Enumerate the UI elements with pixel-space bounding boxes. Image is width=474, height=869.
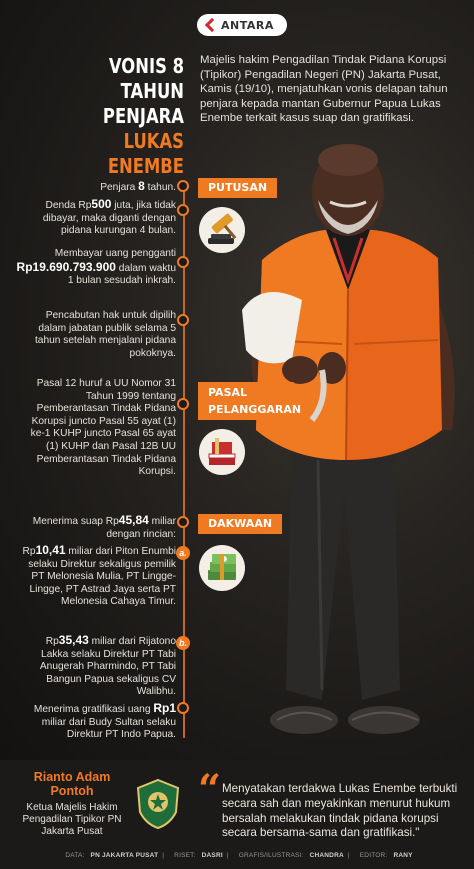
section-pasal-line-1: PASAL: [208, 386, 248, 399]
pasal-text: Pasal 12 huruf a UU Nomor 31 Tahun 1999 tentang Pemberantasan Tindak Pidana Korupsi juncto Pasal 55 ayat (1) ke-1 KUHP juncto Pasal 65 ayat (1) KUHP dan Pasal 12B UU Pemberantasan Tindak Pidana Korupsi.: [30, 378, 176, 478]
section-putusan: PUTUSAN: [198, 178, 277, 198]
credit-data-label: DATA:: [65, 852, 85, 859]
dakwaan-item-1-value: 45,84: [118, 513, 149, 527]
timeline-dot: [177, 256, 189, 268]
dakwaan-item-b: [16, 634, 176, 699]
gavel-icon: [198, 206, 246, 254]
judge-role: Ketua Majelis Hakim Pengadilan Tipikor PN Jakarta Pusat: [22, 802, 122, 837]
putusan-item-1-suffix: tahun.: [144, 182, 176, 193]
law-book-icon: [198, 428, 246, 476]
putusan-item-2-value: 500: [91, 197, 112, 211]
timeline-letter-b: b.: [176, 636, 190, 650]
dakwaan-item-a-value: 10,41: [35, 543, 66, 557]
putusan-item-1-value: 8: [138, 179, 145, 193]
timeline-line: [183, 186, 185, 738]
dakwaan-item-b-value: 35,43: [58, 633, 89, 647]
putusan-item-2-text: Denda Rp: [45, 200, 92, 211]
putusan-item-3-value: Rp19.690.793.900: [16, 259, 116, 274]
section-pasal-pelanggaran: [198, 382, 302, 420]
logo-text: ANTARA: [221, 18, 274, 32]
timeline-dot: [177, 314, 189, 326]
judge-name-line-1: Rianto Adam: [33, 770, 111, 784]
putusan-item-1: [16, 180, 176, 195]
credit-data-value: PN JAKARTA PUSAT: [90, 852, 159, 859]
dakwaan-item-a-text: Rp: [22, 546, 36, 557]
timeline-letter-a: a.: [176, 546, 190, 560]
timeline-dot: [177, 702, 189, 714]
dakwaan-item-1: [16, 514, 176, 541]
putusan-item-2-suffix: juta, jika tidak dibayar, maka diganti dengan pidana kurungan 4 bulan.: [42, 200, 176, 237]
putusan-item-3-suffix: dalam waktu 1 bulan sesudah inkrah.: [67, 262, 176, 287]
putusan-item-3-text: Membayar uang pengganti: [54, 248, 176, 259]
section-pasal-line-2: PELANGGARAN: [208, 403, 302, 416]
dakwaan-item-a: [16, 544, 176, 609]
credit-riset-label: RISET:: [174, 852, 196, 859]
antara-logo: [197, 14, 287, 36]
dakwaan-item-b-text: Rp: [45, 636, 59, 647]
credit-editor-label: EDITOR:: [359, 852, 388, 859]
quote-text: Menyatakan terdakwa Lukas Enembe terbukti secara sah dan meyakinkan menurut hukum bersalah melakukan tindak pidana korupsi secara bersama-sama dan gratifikasi.": [222, 782, 458, 840]
dakwaan-item-1-suffix: miliar dengan rincian:: [106, 516, 176, 540]
dakwaan-item-2-value: Rp1: [153, 701, 176, 715]
timeline-dot: [177, 180, 189, 192]
putusan-item-4: Pencabutan hak untuk dipilih dalam jabatan publik selama 5 tahun setelah menjalani pidana pokoknya.: [34, 310, 176, 359]
credit-editor-value: RANY: [393, 852, 413, 859]
credit-grafis-value: CHANDRA: [309, 852, 344, 859]
headline-line-3: LUKAS ENEMBE: [107, 129, 184, 178]
putusan-item-1-text: Penjara: [100, 182, 139, 193]
credit-grafis-label: GRAFIS/ILUSTRASI:: [238, 852, 304, 859]
timeline-dot: [177, 516, 189, 528]
dakwaan-item-1-text: Menerima suap Rp: [32, 516, 119, 527]
lukas-enembe-illustration: [222, 130, 474, 765]
court-seal-icon: [134, 778, 182, 830]
headline-line-1: VONIS 8 TAHUN: [108, 54, 184, 103]
money-stack-icon: [198, 544, 246, 592]
dakwaan-item-2: [16, 702, 176, 742]
timeline-dot: [177, 204, 189, 216]
putusan-item-2: [16, 198, 176, 238]
headline: [45, 54, 184, 179]
dakwaan-item-a-suffix: miliar dari Piton Enumbi selaku Direktur sekaligus pemilik PT Melonesia Mulia, PT Lingge-Lingge, PT Astrad Jaya serta PT Melonesia Cahaya Timur.: [28, 546, 176, 608]
judge-name: [18, 770, 126, 798]
credits: DATA: PN JAKARTA PUSAT | RISET: DASRI | GRAFIS/ILUSTRASI: CHANDRA | EDITOR: RANY: [65, 852, 413, 859]
dakwaan-item-b-suffix: miliar dari Rijatono Lakka selaku Direktur PT Tabi Anugerah Pharmindo, PT Tabi Bangun Papua sekaligus CV Walibhu.: [39, 636, 176, 698]
judge-name-line-2: Pontoh: [50, 784, 94, 798]
dakwaan-item-2-text: Menerima gratifikasi uang: [33, 704, 154, 715]
dakwaan-item-2-suffix: miliar dari Budy Sultan selaku Direktur PT Indo Papua.: [41, 716, 176, 741]
lead-paragraph: Majelis hakim Pengadilan Tindak Pidana Korupsi (Tipikor) Pengadilan Negeri (PN) Jakarta Pusat, Kamis (19/10), menjatuhkan vonis delapan tahun penjara kepada mantan Gubernur Papua Lukas Enembe terkait kasus suap dan gratifikasi.: [200, 54, 448, 125]
credit-riset-value: DASRI: [201, 852, 223, 859]
headline-line-2: PENJARA: [102, 104, 184, 128]
putusan-item-3: [16, 248, 176, 288]
timeline-dot: [177, 398, 189, 410]
quote-icon: “: [198, 766, 222, 813]
antara-logo-icon: [205, 19, 217, 31]
section-dakwaan: DAKWAAN: [198, 514, 282, 534]
